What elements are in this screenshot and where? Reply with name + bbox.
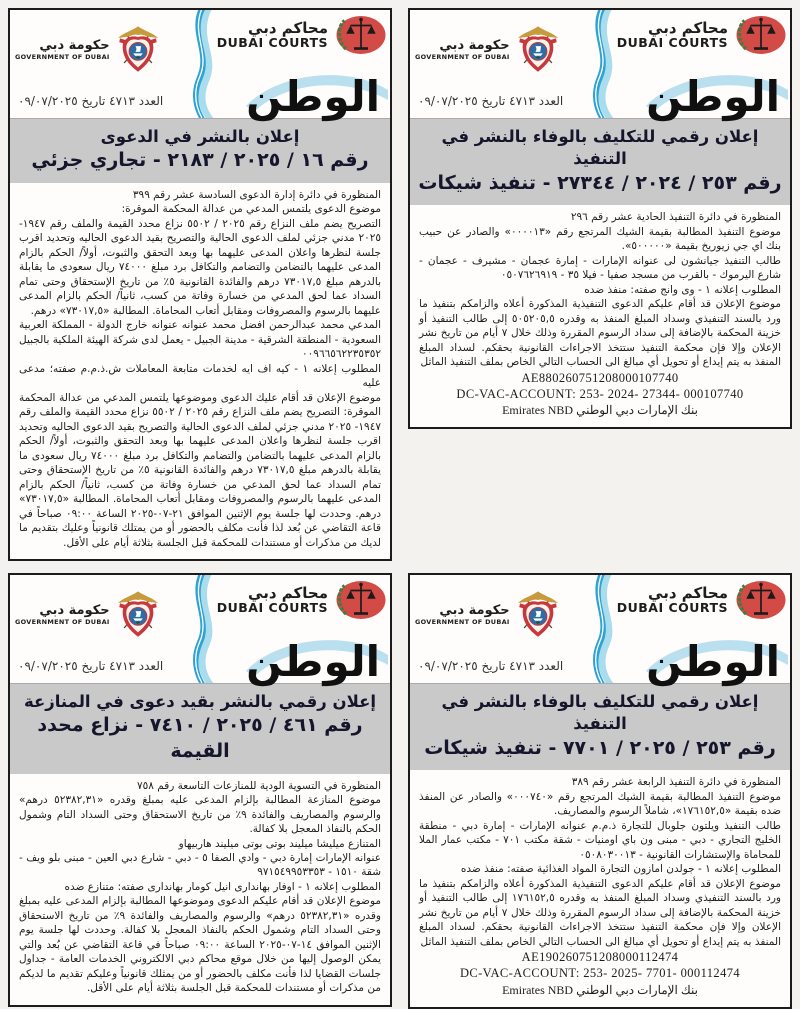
issue-date-line: العدد ٤٧١٣ تاريخ ٠٩/٠٧/٢٠٢٥	[418, 94, 564, 108]
issue-date-line: العدد ٤٧١٣ تاريخ ٠٩/٠٧/٢٠٢٥	[418, 659, 564, 674]
notice-paragraph: طالب التنفيذ ويلتون جلوبال للتجارة ذ.م.م عنوانه الإمارات - إمارة دبي - منطقة الخليج التجاري - دبي - مبنى ون باي اومنيات - شقة مكتب ٧٠١ - مكتب عمار الملا للمحاماة والإستشارات القانونية - ٠٥٠٨٠٣٠٠١٣	[419, 819, 781, 861]
notice-paragraph: المطلوب إعلانه ١ - اوفار بهاندارى انيل كومار بهاندارى صفته: متنازع ضده	[64, 880, 381, 893]
notice-title: إعلان رقمي للتكليف بالوفاء بالنشر في التنفيذ	[441, 692, 759, 734]
government-label	[415, 604, 510, 626]
government-name-en: GOVERNMENT OF DUBAI	[15, 52, 110, 61]
government-of-dubai-emblem-icon	[113, 589, 163, 641]
government-name-ar: حكومة دبي	[439, 602, 510, 618]
dubai-courts-name-ar: محاكم دبي	[248, 18, 328, 37]
notice-paragraph: المدعي محمد عبدالرحمن افضل محمد عنوانه عنوانه خارج الدولة - المملكة العربية السعودية - المنطقة الشرقية - مدينة الجبيل - يعمل لدى شركة الهيئة الملكية بالجبيل ٠٠٩٦٦٥٦٢٢٣٥٣٥٢	[19, 319, 381, 361]
notice-dispute-7410	[8, 573, 392, 1007]
government-of-dubai-emblem-icon	[513, 589, 563, 641]
notice-case-2183	[8, 8, 392, 561]
government-of-dubai-emblem-icon	[513, 24, 563, 76]
notice-title-bar	[410, 118, 790, 205]
notice-execution-7701	[408, 573, 792, 1009]
dubai-courts-block	[217, 580, 386, 620]
dubai-courts-label	[616, 18, 728, 51]
notice-paragraph: التصريح يضم ملف النزاع رقم ٢٠٢٥ / ٥٥٠٢ نزاع محدد القيمة والملف رقم ١٩٤٧- ٢٠٢٥ مدني جزئي لملف الدعوى الحالية والتصريح بقيد الدعوى الحاليه وتحديد اقرب جلسة لنظرها واعلان المدعى عليهما بها وبعد التحقق والثبوت، أولاً/ الحكم بالزام المدعى عليهما بالتضامن والتضامم والتكافل برد مبلغ ٧٤٠٠٠ ريال سعودى ما يقابلة بالدرهم مبلغ ٧٣٠١٧,٥ درهم والفائدة القانونية ٥٪ من تاريخ الإستحقاق وحتى تمام السداد عما لحق المدعي من خسارة وفاتة من كسب، ثانياً/ الحكم بالزام المدعى عليهما بالرسوم والمصروفات ومقابل أتعاب المحاماة. المطالبة «٧٣٠١٧,٥» درهم.	[19, 217, 382, 317]
notice-paragraph: المتنازع ميليشا ميليند بوتى بوتى ميليند هاربيهاو	[178, 837, 381, 850]
notice-paragraph: موضوع التنفيذ المطالبة بقيمة الشيك المرتجع رقم «٠٠٠٧٤٠» والصادر عن المنفذ ضده بقيمة «١٧٦١٥٢,٥»، شاملاً الرسوم والمصاريف.	[419, 790, 781, 818]
government-name-en: GOVERNMENT OF DUBAI	[415, 52, 510, 61]
notice-title-bar	[10, 118, 390, 183]
notice-header	[10, 575, 390, 687]
newspaper-masthead	[246, 72, 380, 121]
notice-paragraph: بنك الإمارات دبي الوطني Emirates NBD	[502, 403, 698, 417]
notice-execution-27344	[408, 8, 792, 429]
dubai-courts-label	[216, 583, 328, 616]
notice-paragraph: AE190260751208000112474	[521, 950, 679, 964]
dubai-courts-logo-icon	[732, 15, 786, 55]
notice-paragraph: موضوع التنفيذ المطالبة بقيمة الشيك المرتجع رقم «٠٠٠٠١٣» والصادر عن حبيب بنك اي جي زيوريخ بقيمة «٥٠٠٠٠٠».	[419, 225, 781, 253]
blue-wave-swoosh-icon	[178, 10, 222, 118]
government-name-ar: حكومة دبي	[39, 37, 110, 53]
dubai-courts-name-en: DUBAI COURTS	[216, 35, 328, 51]
blue-wave-swoosh-icon	[178, 575, 222, 683]
notice-title: إعلان رقمي بالنشر بقيد دعوى في المنازعة	[23, 692, 377, 712]
issue-date-line: العدد ٤٧١٣ تاريخ ٠٩/٠٧/٢٠٢٥	[18, 94, 164, 108]
notice-header	[410, 10, 790, 121]
notice-paragraph: بنك الإمارات دبي الوطني Emirates NBD	[502, 982, 698, 997]
notice-paragraph: DC-VAC-ACCOUNT: 253- 2024- 27344- 000107740	[456, 386, 744, 401]
government-of-dubai-block	[415, 589, 563, 641]
notice-paragraph: المطلوب إعلانه ١ - وى وانج صفته: منفذ ضده	[584, 283, 781, 296]
newspaper-name: الوطن	[246, 72, 380, 121]
dubai-courts-block	[217, 15, 386, 55]
notice-case-number: رقم ٢٥٣ / ٢٠٢٥ / ٧٧٠١ - تنفيذ شيكات	[424, 736, 776, 759]
government-of-dubai-emblem-icon	[113, 24, 163, 76]
notice-title-bar	[10, 683, 390, 774]
newspaper-masthead	[646, 637, 780, 687]
dubai-courts-block	[617, 15, 786, 55]
government-of-dubai-block	[15, 24, 163, 76]
dubai-courts-label	[616, 583, 728, 616]
dubai-courts-name-en: DUBAI COURTS	[616, 600, 728, 616]
notice-paragraph: موضوع المنازعة المطالبة بإلزام المدعى عليه بمبلغ وقدره «٥٢٣٨٢,٣١ درهم» والرسوم والمصاريف والفائدة ٩٪ من تاريخ الاستحقاق وحتى السداد التام وشمول الحكم بالنفاذ المعجل بلا كفالة.	[19, 794, 381, 836]
notice-case-number: رقم ٢٥٣ / ٢٠٢٤ / ٢٧٣٤٤ - تنفيذ شيكات	[418, 171, 782, 194]
newspaper-name: الوطن	[646, 72, 780, 121]
dubai-courts-name-en: DUBAI COURTS	[616, 35, 728, 51]
notice-body	[410, 205, 790, 427]
notice-paragraph: المنظورة في التسوية الودية للمنازعات التاسعة رقم ٧٥٨	[136, 779, 381, 792]
government-name-ar: حكومة دبي	[439, 37, 510, 53]
dubai-courts-logo-icon	[332, 15, 386, 55]
notice-paragraph: عنوانه الإمارات إمارة دبي - وادي الصفا ٥ - دبي - شارع دبي العين - مبنى بلو ويف - شقة ١٥١٠ - ٩٧١٥٤٩٩٥٣٣٥٣	[19, 851, 381, 879]
notice-title-bar	[410, 683, 790, 770]
dubai-courts-name-en: DUBAI COURTS	[216, 600, 328, 616]
notice-paragraph: موضوع الإعلان قد أقام عليكم الدعوى التنفيذية المذكورة أعلاه والزامكم بتنفيذ ما ورد بالسند التنفيذي وسداد المبلغ المنفذ به وقدره ٥٠٥٢٠٥,٥ إلى طالب التنفيذ أو خزينة المحكمة بالإضافة إلى سداد الرسوم المقررة وذلك خلال ٧ أيام من تاريخ نشر الإعلان وإلا فإن محكمة التنفيذ ستتخذ الاجراءات القانونية بحقكم. لسداد المبلغ المنفذ به يتم إيداع أو تحويل أي مبالغ الى الحساب التالي الخاص بملف التنفيذ الماثل	[419, 298, 782, 369]
blue-wave-swoosh-icon	[578, 575, 622, 683]
notice-paragraph: المطلوب إعلانه ١ - كيه اف ايه لخدمات متابعة المعاملات ش.ذ.م.م صفته؛ مدعى عليه	[19, 362, 381, 390]
notice-paragraph: المنظورة في دائرة التنفيذ الحادية عشر رقم ٢٩٦	[570, 211, 781, 224]
dubai-courts-name-ar: محاكم دبي	[648, 18, 728, 37]
notice-title: إعلان بالنشر في الدعوى	[100, 127, 300, 146]
notice-paragraph: المنظورة في دائرة إدارة الدعوى السادسة عشر رقم ٣٩٩	[132, 188, 381, 201]
notice-header	[10, 10, 390, 121]
newspaper-masthead	[246, 637, 380, 687]
dubai-courts-logo-icon	[332, 580, 386, 620]
notice-paragraph: المنظورة في دائرة التنفيذ الرابعة عشر رقم ٣٨٩	[571, 776, 781, 789]
notice-title: إعلان رقمي للتكليف بالوفاء بالنشر في التنفيذ	[441, 127, 759, 169]
dubai-courts-block	[617, 580, 786, 620]
notice-body	[10, 774, 390, 1005]
notice-paragraph: موضوع الإعلان قد أقام عليك الدعوى وموضوعها يلتمس المدعي من عدالة المحكمة الموقرة: التصريح يضم ملف النزاع رقم ٢٠٢٥ / ٥٥٠٢ نزاع محدد القيمة والملف رقم ١٩٤٧- ٢٠٢٥ مدني جزئي لملف الدعوى الحالية والتصريح بقيد الدعوى الحاليه وتحديد اقرب جلسة لنظرها واعلان المدعى عليهما بها وبعد التحقق والثبوت، أولاً/ الحكم بالزام المدعى عليهما بالتضامن والتضامم والتكافل برد مبلغ ٧٤٠٠٠ ريال سعودى ما يقابلة بالدرهم مبلغ ٧٣٠١٧,٥ درهم والفائدة القانونية ٥٪ من تاريخ الإستحقاق وحتى تمام السداد عما لحق المدعي من خسارة وفاتة من كسب، ثانياً/ الحكم بالزام المدعى عليهما بالرسوم والمصروفات ومقابل أتعاب المحاماة. المطالبة «٧٣٠١٧,٥» درهم. وحددت لها جلسة يوم الإثنين الموافق ٢١-٠٧-٢٠٢٥ الساعة ٠٩:٠٠ صباحاً في قاعة التقاضي عن بُعد لذا فأنت مكلف بالحضور أو من يمتلك قانونياً وعليك بتقديم ما لديك من مذكرات أو مستندات للمحكمة قبل الجلسة بثلاثة أيام على الأقل.	[19, 391, 382, 549]
government-of-dubai-block	[415, 24, 563, 76]
government-of-dubai-block	[15, 589, 163, 641]
notice-paragraph: موضوع الدعوى يلتمس المدعي من عدالة المحكمة الموقرة:	[121, 203, 381, 216]
notice-body	[10, 183, 390, 559]
newspaper-name: الوطن	[646, 637, 780, 687]
notice-paragraph: موضوع الإعلان قد أقام عليكم الدعوى التنفيذية المذكورة أعلاه والزامكم بتنفيذ ما ورد بالسند التنفيذي وسداد المبلغ المنفذ به وقدره ١٧٦١٥٢,٥ إلى طالب التنفيذ أو خزينة المحكمة بالإضافة إلى سداد الرسوم المقررة وذلك خلال ٧ أيام من تاريخ نشر الإعلان وإلا فإن محكمة التنفيذ ستتخذ الاجراءات القانونية بحقكم. لسداد المبلغ المنفذ به يتم إيداع أو تحويل أي مبالغ الى الحساب التالي الخاص بملف التنفيذ الماثل	[419, 877, 782, 948]
government-label	[415, 39, 510, 61]
government-label	[15, 604, 110, 626]
notice-paragraph: المطلوب إعلانه ١ - جولدن امازون التجارة المواد الغذائية صفته: منفذ ضده	[460, 863, 781, 876]
notice-case-number: رقم ١٦ / ٢٠٢٥ / ٢١٨٣ - تجاري جزئي	[31, 149, 369, 172]
government-name-ar: حكومة دبي	[39, 602, 110, 618]
newspaper-masthead	[646, 72, 780, 121]
notice-paragraph: AE880260751208000107740	[521, 370, 679, 385]
issue-date-line: العدد ٤٧١٣ تاريخ ٠٩/٠٧/٢٠٢٥	[18, 659, 164, 674]
government-name-en: GOVERNMENT OF DUBAI	[15, 617, 110, 626]
blue-wave-swoosh-icon	[578, 10, 622, 118]
dubai-courts-logo-icon	[732, 580, 786, 620]
notice-paragraph: طالب التنفيذ جيانشون لى عنوانه الإمارات - إمارة عجمان - مشيرف - عجمان - شارع اليرموك - بالقرب من مسجد صفيا - فيلا ٣٥ - ٠٥٠٧٦٢٦٩١٩	[419, 254, 781, 282]
dubai-courts-name-ar: محاكم دبي	[648, 583, 728, 602]
government-name-en: GOVERNMENT OF DUBAI	[415, 617, 510, 626]
government-label	[15, 39, 110, 61]
newspaper-name: الوطن	[246, 637, 380, 687]
notice-paragraph: موضوع الإعلان قد أقام عليكم الدعوى وموضوعها المطالبة بإلزام المدعى عليه بمبلغ وقدره «٥٢٣٨٢,٣١ درهم» والرسوم والمصاريف والفائدة ٩٪ من تاريخ الاستحقاق وحتى السداد التام وشمول الحكم بالنفاذ المعجل بلا كفالة. وحددت لها جلسة يوم الإثنين الموافق ١٤-٠٧-٢٠٢٥ الساعة ٠٩:٠٠ صباحاً في قاعة التقاضي عن بُعد والتي يمكن الوصول إليها من خلال موقع محاكم دبي الالكتروني الخدمات العامة - جداول جلسات القضايا لذا فأنت مكلف بالحضور أو من يمثلك قانونياً وعليكم تقديم ما لديكم من مذكرات أو مستندات للمحكمة قبل الجلسة بثلاثة أيام على الأقل.	[19, 895, 381, 995]
dubai-courts-name-ar: محاكم دبي	[248, 583, 328, 602]
dubai-courts-label	[216, 18, 328, 51]
notice-paragraph: DC-VAC-ACCOUNT: 253- 2025- 7701- 000112474	[459, 966, 741, 981]
notice-case-number: رقم ٤٦١ / ٢٠٢٥ / ٧٤١٠ - نزاع محدد القيمة	[37, 714, 363, 762]
notice-body	[410, 770, 790, 1007]
notice-header	[410, 575, 790, 687]
